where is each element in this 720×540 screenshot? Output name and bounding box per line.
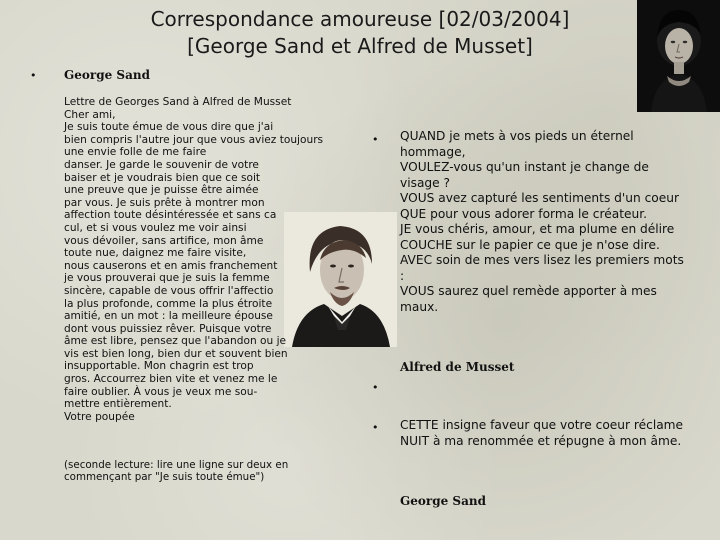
poem-line: AVEC soin de mes vers lisez les premiers mots : xyxy=(400,253,684,283)
poem-line: QUE pour vous adorer forma le créateur. xyxy=(400,206,647,221)
bullet-icon: • xyxy=(372,421,379,434)
poem-musset xyxy=(400,129,690,315)
bullet-icon: • xyxy=(372,133,379,146)
signature-musset: Alfred de Musset xyxy=(400,360,515,374)
poem-line: VOUS avez capturé les sentiments d'un coeur xyxy=(400,191,679,205)
poem-line: VOULEZ-vous qu'un instant je change de visage ? xyxy=(400,160,649,190)
bullet-icon: • xyxy=(30,69,37,82)
poem-line: CETTE insigne faveur que votre coeur réclame xyxy=(400,418,684,432)
reading-note: (seconde lecture: lire une ligne sur deux en commençant par "Je suis toute émue") xyxy=(64,459,289,484)
left-author-heading: George Sand xyxy=(64,68,150,82)
title-line-1: Correspondance amoureuse [02/03/2004] xyxy=(150,7,570,31)
poem-line: NUIT à ma renommée et répugne à mon âme. xyxy=(400,433,682,448)
slide-title xyxy=(110,6,610,60)
title-line-2: [George Sand et Alfred de Musset] xyxy=(187,34,533,58)
poem-line: QUAND je mets à vos pieds un éternel hommage, xyxy=(400,129,634,159)
george-sand-portrait xyxy=(637,0,720,112)
poem-sand xyxy=(400,418,690,449)
letter-text: Lettre de Georges Sand à Alfred de Musset Cher ami, Je suis toute émue de vous dire que j'ai bien compris l'autre jour que vous aviez toujours une envie folle de me faire danser. Je garde le souvenir de votre baiser et je voudrais bien que ce soit une preuve que je puisse être aimée par vous. Je suis prête à montrer mon affection toute désintéressée et sans ca cul, et si vous voulez me voir ainsi vous dévoiler, sans artifice, mon âme toute nue, daignez me faire visite, nous causerons et en amis franchement je vous prouverai que je suis la femme sincère, capable de vous offrir l'affectio la plus profonde, comme la plus étroite amitié, en un mot : la meilleure épouse dont vous puissiez rêver. Puisque votre âme est libre, pensez que l'abandon ou je vis est bien long, bien dur et souvent bien insupportable. Mon chagrin est trop gros. Accourrez bien vite et venez me le faire oublier. À vous je veux me sou- mettre entièrement. Votre poupée xyxy=(64,96,324,423)
bullet-icon: • xyxy=(372,381,379,394)
poem-line: VOUS saurez quel remède apporter à mes maux. xyxy=(400,284,657,314)
poem-line: JE vous chéris, amour, et ma plume en délire xyxy=(400,222,675,236)
signature-sand: George Sand xyxy=(400,494,486,508)
poem-line: COUCHE sur le papier ce que je n'ose dire. xyxy=(400,237,660,252)
